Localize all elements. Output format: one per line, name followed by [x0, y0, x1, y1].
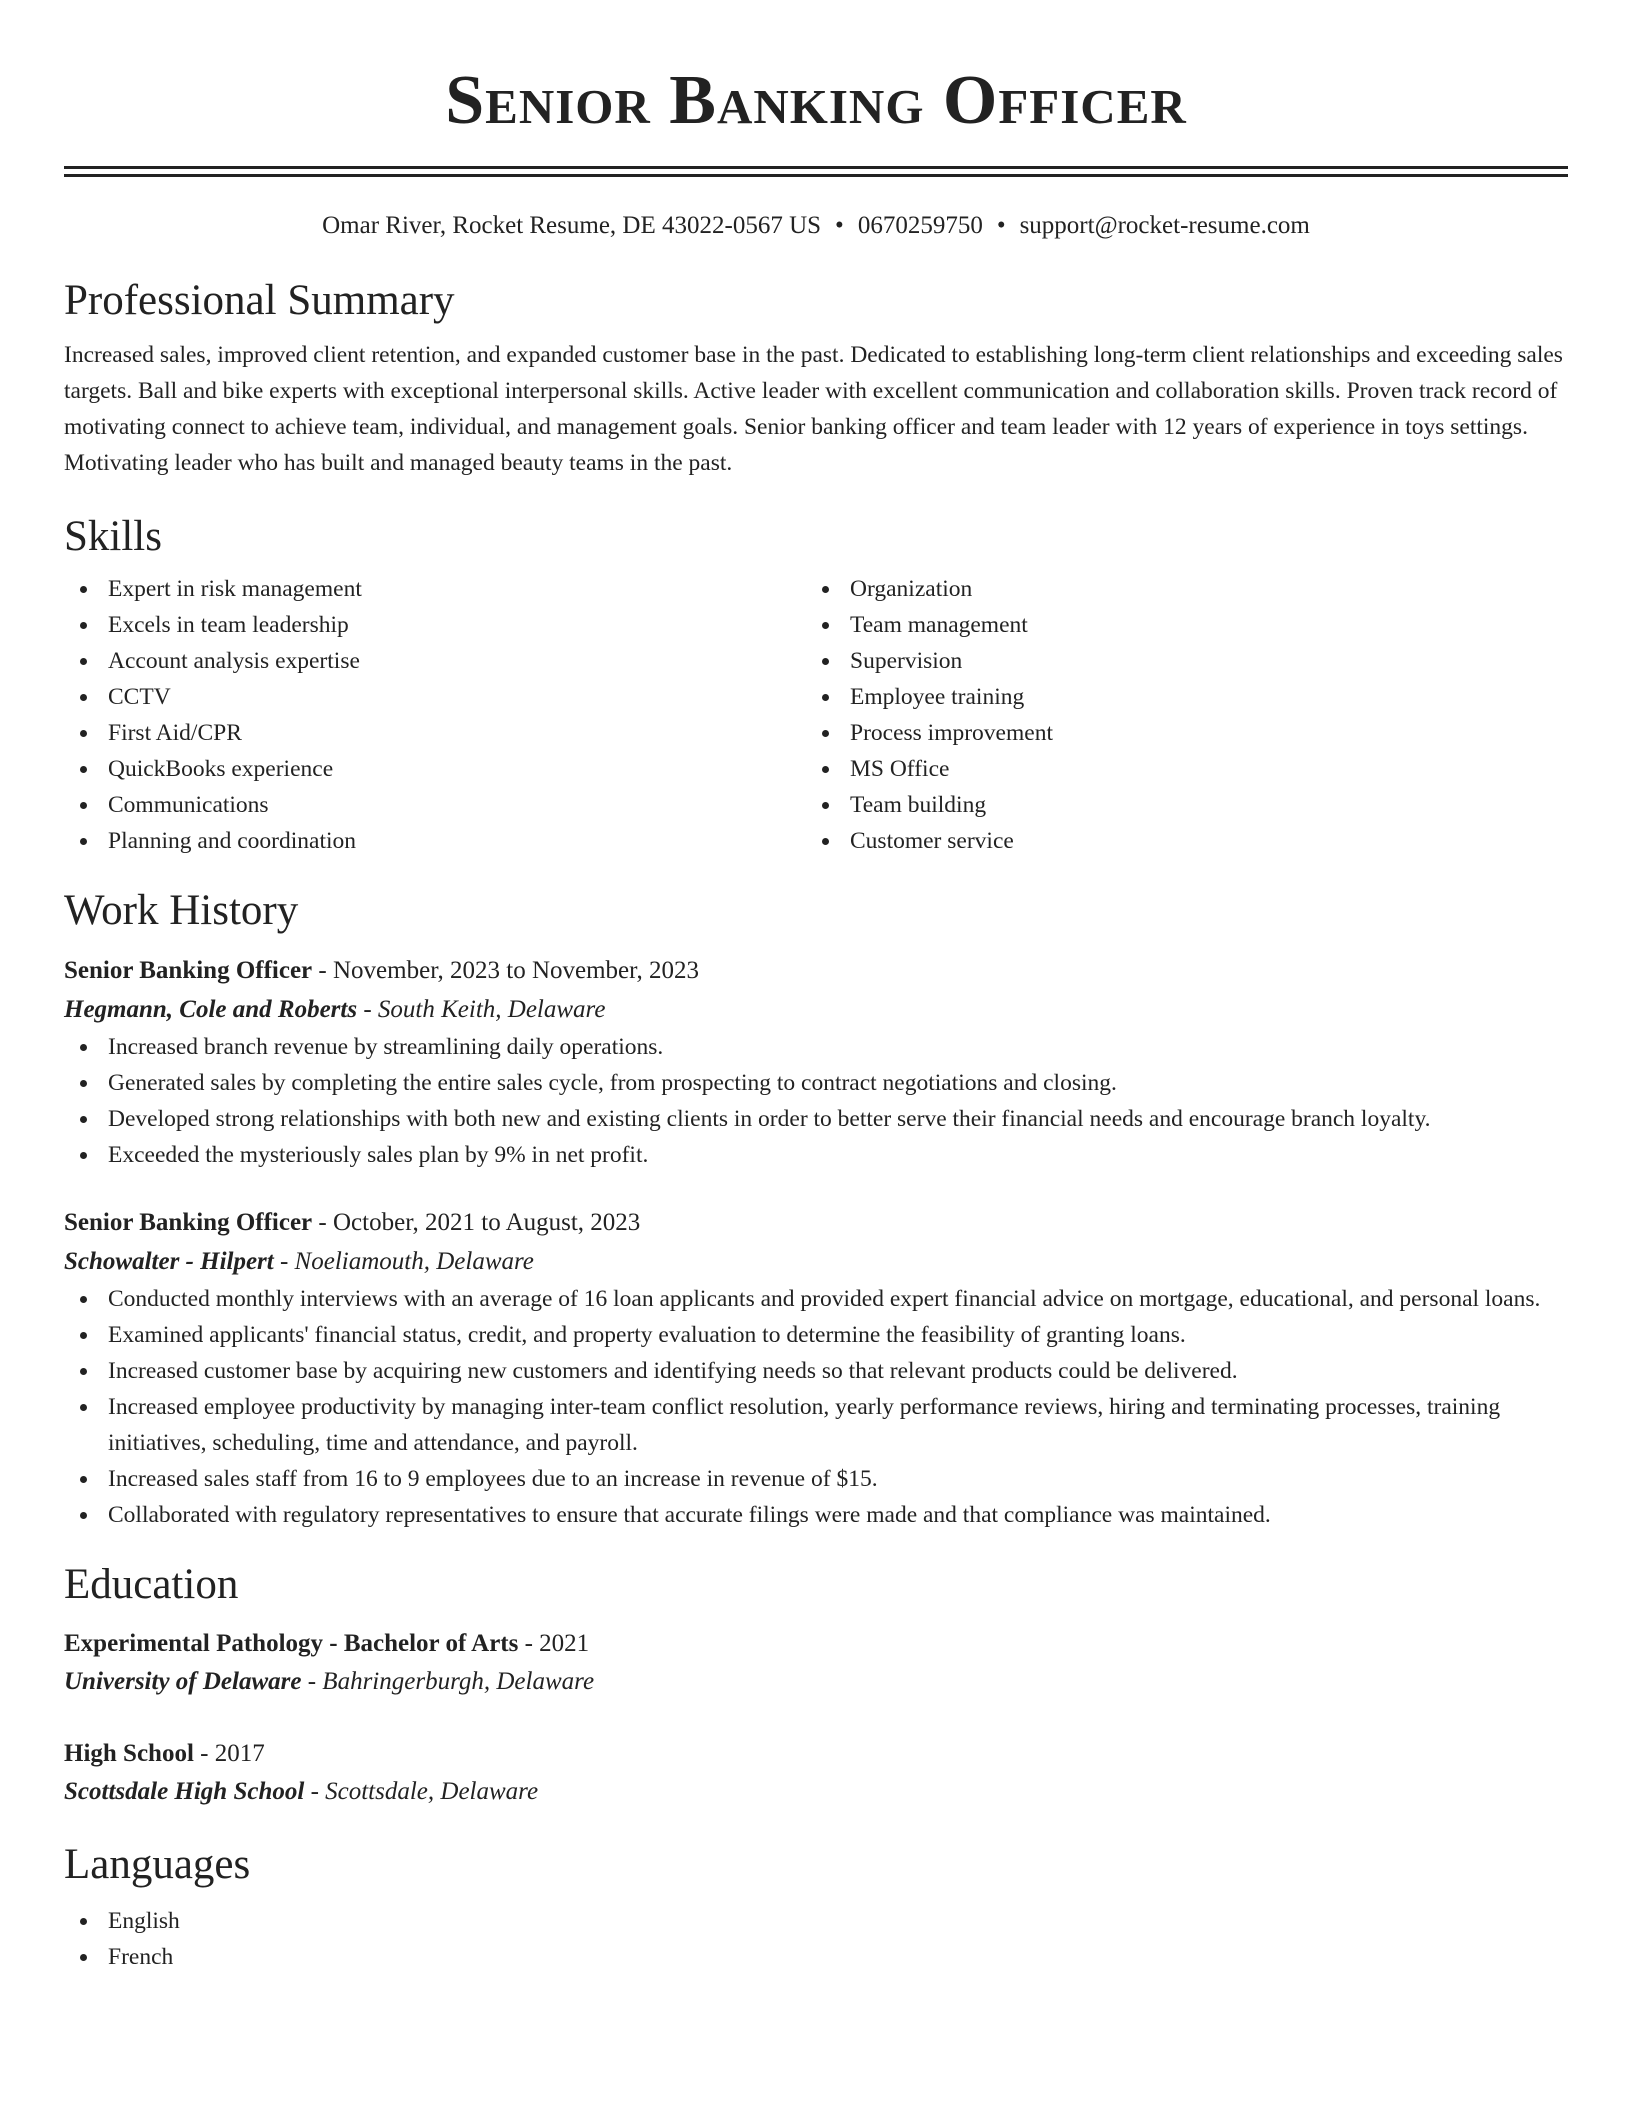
job-duties-list	[64, 1281, 1568, 1533]
skill-item: Supervision	[806, 643, 1548, 679]
education-entry	[64, 1625, 1568, 1701]
skill-item: Excels in team leadership	[64, 607, 806, 643]
job-duty: Conducted monthly interviews with an average of 16 loan applicants and provided expert financial advice on mortgage, educational, and personal loans.	[64, 1281, 1568, 1317]
skill-item: Customer service	[806, 823, 1548, 859]
resume-title: Senior Banking Officer	[445, 62, 1187, 139]
school-name: University of Delaware	[64, 1668, 302, 1695]
work-history-section	[64, 883, 1568, 1533]
skill-item: Process improvement	[806, 715, 1548, 751]
skill-item: Communications	[64, 787, 806, 823]
employer-location: - Noeliamouth, Delaware	[273, 1248, 534, 1275]
job-entry	[64, 1203, 1568, 1533]
skill-item: Account analysis expertise	[64, 643, 806, 679]
job-duty: Examined applicants' financial status, credit, and property evaluation to determine the feasibility of granting loans.	[64, 1317, 1568, 1353]
job-dates: - November, 2023 to November, 2023	[312, 957, 699, 984]
languages-list	[64, 1903, 1568, 1975]
job-duty: Collaborated with regulatory representatives to ensure that accurate filings were made and that compliance was maintained.	[64, 1497, 1568, 1533]
school-location: - Scottsdale, Delaware	[304, 1778, 539, 1805]
summary-text: Increased sales, improved client retention, and expanded customer base in the past. Dedicated to establishing long-term client relationships and exceeding sales targets. Ball and bike experts with exceptional interpersonal skills. Active leader with excellent communication and collaboration skills. Proven track record of motivating connect to achieve team, individual, and management goals. Senior banking officer and team leader with 12 years of experience in toys settings. Motivating leader who has built and managed beauty teams in the past.	[64, 342, 1563, 476]
employer-line	[64, 1243, 1568, 1281]
skills-heading: Skills	[64, 513, 162, 560]
job-duty: Generated sales by completing the entire sales cycle, from prospecting to contract negotiations and closing.	[64, 1065, 1568, 1101]
skills-list-right	[806, 571, 1548, 859]
language-item: English	[64, 1903, 1568, 1939]
skill-item: Organization	[806, 571, 1548, 607]
school-line	[64, 1663, 1568, 1701]
job-title-line	[64, 1203, 1568, 1243]
education-section	[64, 1557, 1568, 1811]
degree-name: Experimental Pathology - Bachelor of Arts	[64, 1630, 519, 1657]
summary-heading: Professional Summary	[64, 277, 455, 324]
job-duty: Increased sales staff from 16 to 9 employees due to an increase in revenue of $15.	[64, 1461, 1568, 1497]
skill-item: Team building	[806, 787, 1548, 823]
work-history-heading: Work History	[64, 887, 299, 934]
skill-item: MS Office	[806, 751, 1548, 787]
language-item: French	[64, 1939, 1568, 1975]
employer-name: Schowalter - Hilpert	[64, 1248, 274, 1275]
degree-line	[64, 1625, 1568, 1663]
school-name: Scottsdale High School	[64, 1778, 305, 1805]
school-location: - Bahringerburgh, Delaware	[301, 1668, 595, 1695]
degree-year: - 2021	[518, 1630, 590, 1657]
job-duty: Increased employee productivity by managing inter-team conflict resolution, yearly performance reviews, hiring and terminating processes, training initiatives, scheduling, time and attendance, and payroll.	[64, 1389, 1568, 1461]
degree-year: - 2017	[193, 1740, 265, 1767]
skill-item: First Aid/CPR	[64, 715, 806, 751]
contact-phone: 0670259750	[857, 212, 983, 239]
skills-section	[64, 509, 1568, 859]
languages-heading: Languages	[64, 1841, 251, 1888]
job-duty: Increased branch revenue by streamlining daily operations.	[64, 1029, 1568, 1065]
summary-section	[64, 273, 1568, 481]
employer-location: - South Keith, Delaware	[357, 996, 606, 1023]
employer-line	[64, 991, 1568, 1029]
skill-item: Team management	[806, 607, 1548, 643]
title-double-rule	[64, 166, 1568, 177]
job-duty: Developed strong relationships with both new and existing clients in order to better serve their financial needs and encourage branch loyalty.	[64, 1101, 1568, 1137]
contact-separator: •	[996, 212, 1006, 239]
education-entry	[64, 1735, 1568, 1811]
skill-item: QuickBooks experience	[64, 751, 806, 787]
degree-line	[64, 1735, 1568, 1773]
skill-item: Planning and coordination	[64, 823, 806, 859]
contact-separator: •	[835, 212, 844, 239]
skill-item: CCTV	[64, 679, 806, 715]
job-duty: Exceeded the mysteriously sales plan by 9% in net profit.	[64, 1137, 1568, 1173]
degree-name: High School	[64, 1740, 194, 1767]
job-entry	[64, 951, 1568, 1173]
school-line	[64, 1773, 1568, 1811]
job-dates: - October, 2021 to August, 2023	[312, 1209, 641, 1236]
skills-columns	[64, 571, 1568, 859]
contact-address: Omar River, Rocket Resume, DE 43022-0567 US	[322, 212, 822, 239]
contact-email: support@rocket-resume.com	[1019, 212, 1310, 239]
job-title: Senior Banking Officer	[64, 1209, 313, 1236]
job-title-line	[64, 951, 1568, 991]
skill-item: Expert in risk management	[64, 571, 806, 607]
job-duty: Increased customer base by acquiring new customers and identifying needs so that relevant products could be delivered.	[64, 1353, 1568, 1389]
job-title: Senior Banking Officer	[64, 957, 313, 984]
education-heading: Education	[64, 1561, 239, 1608]
skills-list-left	[64, 571, 806, 859]
job-duties-list	[64, 1029, 1568, 1173]
languages-section	[64, 1837, 1568, 1975]
skill-item: Employee training	[806, 679, 1548, 715]
contact-line	[64, 209, 1568, 243]
employer-name: Hegmann, Cole and Roberts	[64, 996, 358, 1023]
